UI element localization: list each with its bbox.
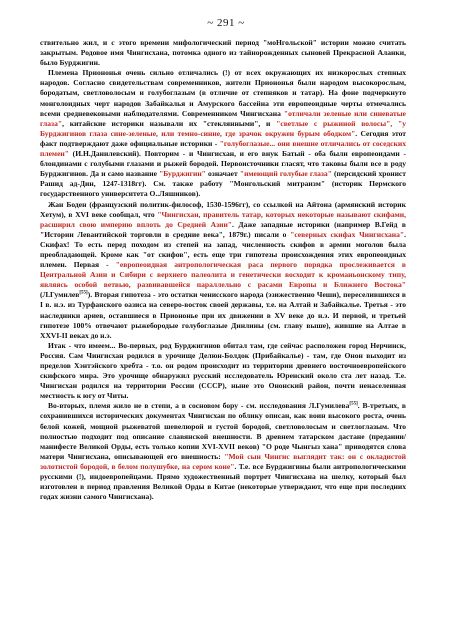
text-run: . Даже западные историки (например В.Гейд в "Истории Левантийской торговли в средние века", 1879г.) писали о xyxy=(40,219,406,239)
text-run: . Скифах! То есть перед походом из степей на запад, численность скифов в армии моголов была преобладающей. Кроме как "от скифов", есть еще три гипотезы происхождения этих европеоидных племен. Первая - xyxy=(40,229,406,270)
highlighted-quote: "европеоидная антропологическая раса первого порядка прослеживается в Центральной Азии и Сибири с верхнего палеолита и генетически восходит к кроманьонскому типу, являясь особой ветвью, развивавшейся параллельно с расами Европы и Ближнего Востока" xyxy=(40,260,407,290)
highlighted-quote: "отличали зеленые или синеватые глаза" xyxy=(40,108,407,128)
highlighted-quote: "Бурджигин" xyxy=(159,169,206,179)
text-run: ). Вторая гипотеза - это остатки ченисского народа (эзижественно Чеши), переселившихся в I в. н.э. из Турфанского оазиса на северо-восток своей державы, т.е. на Алтай и Забайкалье. Третья - это наследники ариев, оставшиеся в Приононье при их движении в XV веке до н.э. И первой, и третьей гипотезе 100% отвечают рыжебородые голубоглазые Динлины (см. главу выше), жившие на Алтае в XXVI-II веках до н.э. xyxy=(40,290,406,340)
footnote-ref: [55] xyxy=(349,401,358,407)
text-run: Итак - что имеем... Во-первых, род Бурджигинов обитал там, где сейчас расположен город Нерчинск, Россия. Сам Чингисхан родился в урочище Делюн-Болдок (Прибайкалье) - там, где Онон выходит из пределов Хэнтэйского хребта - т.о. он родом происходит из территории древнего восточноевропейского скифского мира. Это урочище обнаружил русский исследователь Юренский около ста лет назад. Т.е. Чингисхан родился на территории России (СССР), ныне это Ононский район, почти ненаселенная местность к югу от Читы. xyxy=(40,340,406,401)
highlighted-quote: "светлые с рыжиной волосы", "у Бурджигинов глаза сине-зеленые, или темно-синие, где зрачок окружен бурым ободком" xyxy=(40,118,406,138)
highlighted-quote: "Чингисхан, правитель татар, которых некоторые называют скифами, расширил свою империю вплоть до Средней Азии" xyxy=(40,209,406,229)
text-run: Жан Боден (французский политик-философ, 1530-1596гг), со ссылкой на Айтона (армянский историк Хетум), в XVI веке сообщал, что xyxy=(40,199,406,219)
text-run: (Л.Гумилев xyxy=(40,290,80,300)
paragraph xyxy=(40,341,406,402)
text-run: . В-третьих, в сохранившихся исторических документах Чингисхан по облику описан, как воин высокого роста, очень белой кожей, мощной рыжеватой шевелюрой и густой бородой, светловолосым и светлоглазым. Что полностью подходит под описание славянской внешности. В древнем татарском дастане (предании/манифесте Великой Орды, есть только копии XVI-XVII веков) "О роде Чынгыз хана" приводятся слова матери Чингисхана, описывающей его внешность: xyxy=(40,401,406,461)
highlighted-quote: "голубоглазые... они внешне отличались от соседских племен" xyxy=(40,138,406,159)
text-run: означает xyxy=(205,169,240,179)
text-run: . Т.е. все Бурджигины были антропологическими русскими (!), индоевропейцами. Прямо художественный портрет Чингисхана на шелку, который был изготовлен в период правления Великой Орды в Китае (некоторые утверждают, что еще при последних годах жизни самого Чингисхана). xyxy=(40,461,407,502)
text-run: Племена Приононья очень сильно отличались (!) от всех окружающих их низкорослых степных народов. Согласно свидетельствам современников, жители Приононья были народом высокорослым, бородатым, светловолосым и голубоглазым (в отличие от степняков и татар). На фоне подчеркнуто монголоидных черт народов Забайкалья и Амурского бассейна эти европеоидные черты отмечались всеми средневековыми наблюдателями. Современником Чингисхана xyxy=(40,68,406,118)
text-run: (персидский хронист Рашид ад-Дин, 1247-1318гг). См. также работу "Монгольский митраизм" (историк Пермского государственного университета О..Ляшинков). xyxy=(40,169,406,199)
text-run: Во-вторых, племя жило не в степи, а в сосновом бору - см. исследования Л.Гумилева xyxy=(48,401,350,411)
paragraph xyxy=(40,68,406,199)
page-number: ~ 291 ~ xyxy=(207,17,245,29)
text-run: . Сегодня этот факт подтверждают даже официальные историки - xyxy=(40,128,406,148)
text-run: , китайские историки называли их "стеклянными", и xyxy=(62,118,277,128)
paragraph xyxy=(40,401,406,502)
text-run: (И.Н.Данилевский). Повторим - и Чингисхан, и его внук Батый - оба были европеоидами - блондинами с голубыми глазами и рыжей бородой. Первоисточники гласят, что таковы были все в роду Бурджигинов. Да и само название xyxy=(40,149,406,179)
highlighted-quote: "имеющий голубые глаза" xyxy=(239,169,332,179)
paragraph xyxy=(40,200,406,341)
highlighted-quote: "Мой сын Чингис выглядит так: он с окладистой золотистой бородой, в белом полушубке, на сером коне" xyxy=(40,451,406,471)
highlighted-quote: "северных скифах Чингисхана" xyxy=(290,229,405,239)
text-run: ствительно жил, и с этого времени мифологический период "моНгольской" истории можно считать закрытым. Родовое имя Чингисхана, потомка одного из тайнорожденных сыновей Прекрасной Аланки, было Бурджигин. xyxy=(40,38,406,68)
paragraph xyxy=(40,38,406,68)
footnote-ref: [55] xyxy=(79,290,88,296)
body-text xyxy=(40,38,406,502)
